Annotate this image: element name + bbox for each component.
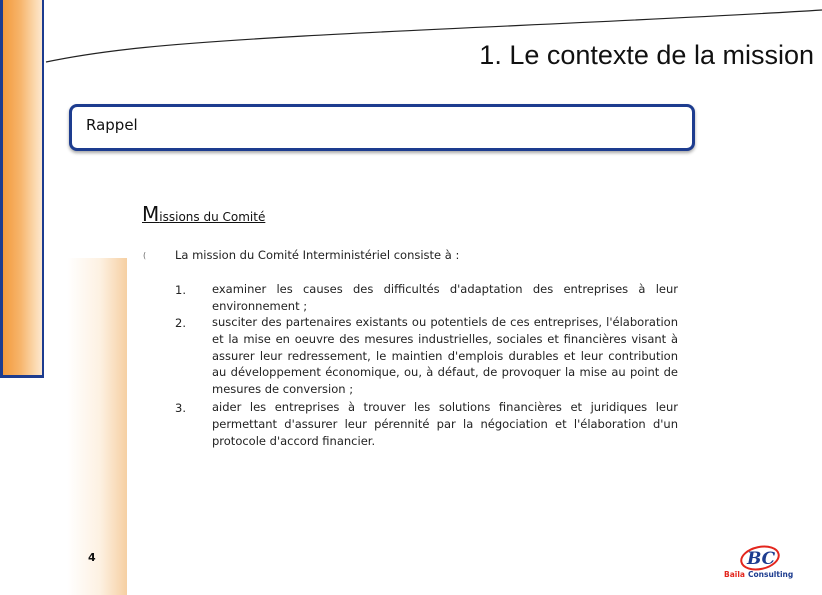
list-item: examiner les causes des difficultés d'adaptation des entreprises à leur environnement ; — [212, 282, 678, 313]
svg-text:Baïla: Baïla — [724, 570, 745, 579]
list-item: susciter des partenaires existants ou potentiels de ces entreprises, l'élaboration et la mise en oeuvre des mesures industrielles, sociales et financières visant à assurer leur redressement, le maintien d'emplois durables et leur contribution au développement économique, ou, à défaut, de provoquer la mise au point de mesures de conversion ; — [212, 315, 678, 397]
bullet-marker: ( — [143, 251, 147, 260]
page-title: 1. Le contexte de la mission — [479, 40, 814, 70]
section-title — [142, 202, 265, 226]
list-item-number: 1. — [175, 283, 186, 297]
intro-text: La mission du Comité Interministériel consiste à : — [175, 248, 460, 262]
svg-text:BC: BC — [747, 549, 776, 569]
svg-text:Consulting: Consulting — [748, 570, 794, 579]
decorative-orange-bar-bottom — [67, 258, 127, 595]
section-title-rest: issions du Comité — [159, 210, 266, 224]
list-item-number: 3. — [175, 401, 186, 415]
list-item-number: 2. — [175, 316, 186, 330]
rappel-box — [69, 104, 695, 151]
decorative-orange-bar-top — [0, 0, 44, 378]
baila-consulting-logo — [722, 542, 800, 582]
rappel-label: Rappel — [86, 116, 138, 134]
section-title-initial: M — [142, 202, 160, 226]
page-number: 4 — [88, 551, 96, 564]
list-item: aider les entreprises à trouver les solutions financières et juridiques leur permettant d'assurer leur pérennité par la négociation et l'élaboration d'un protocole d'accord financier. — [212, 400, 678, 448]
